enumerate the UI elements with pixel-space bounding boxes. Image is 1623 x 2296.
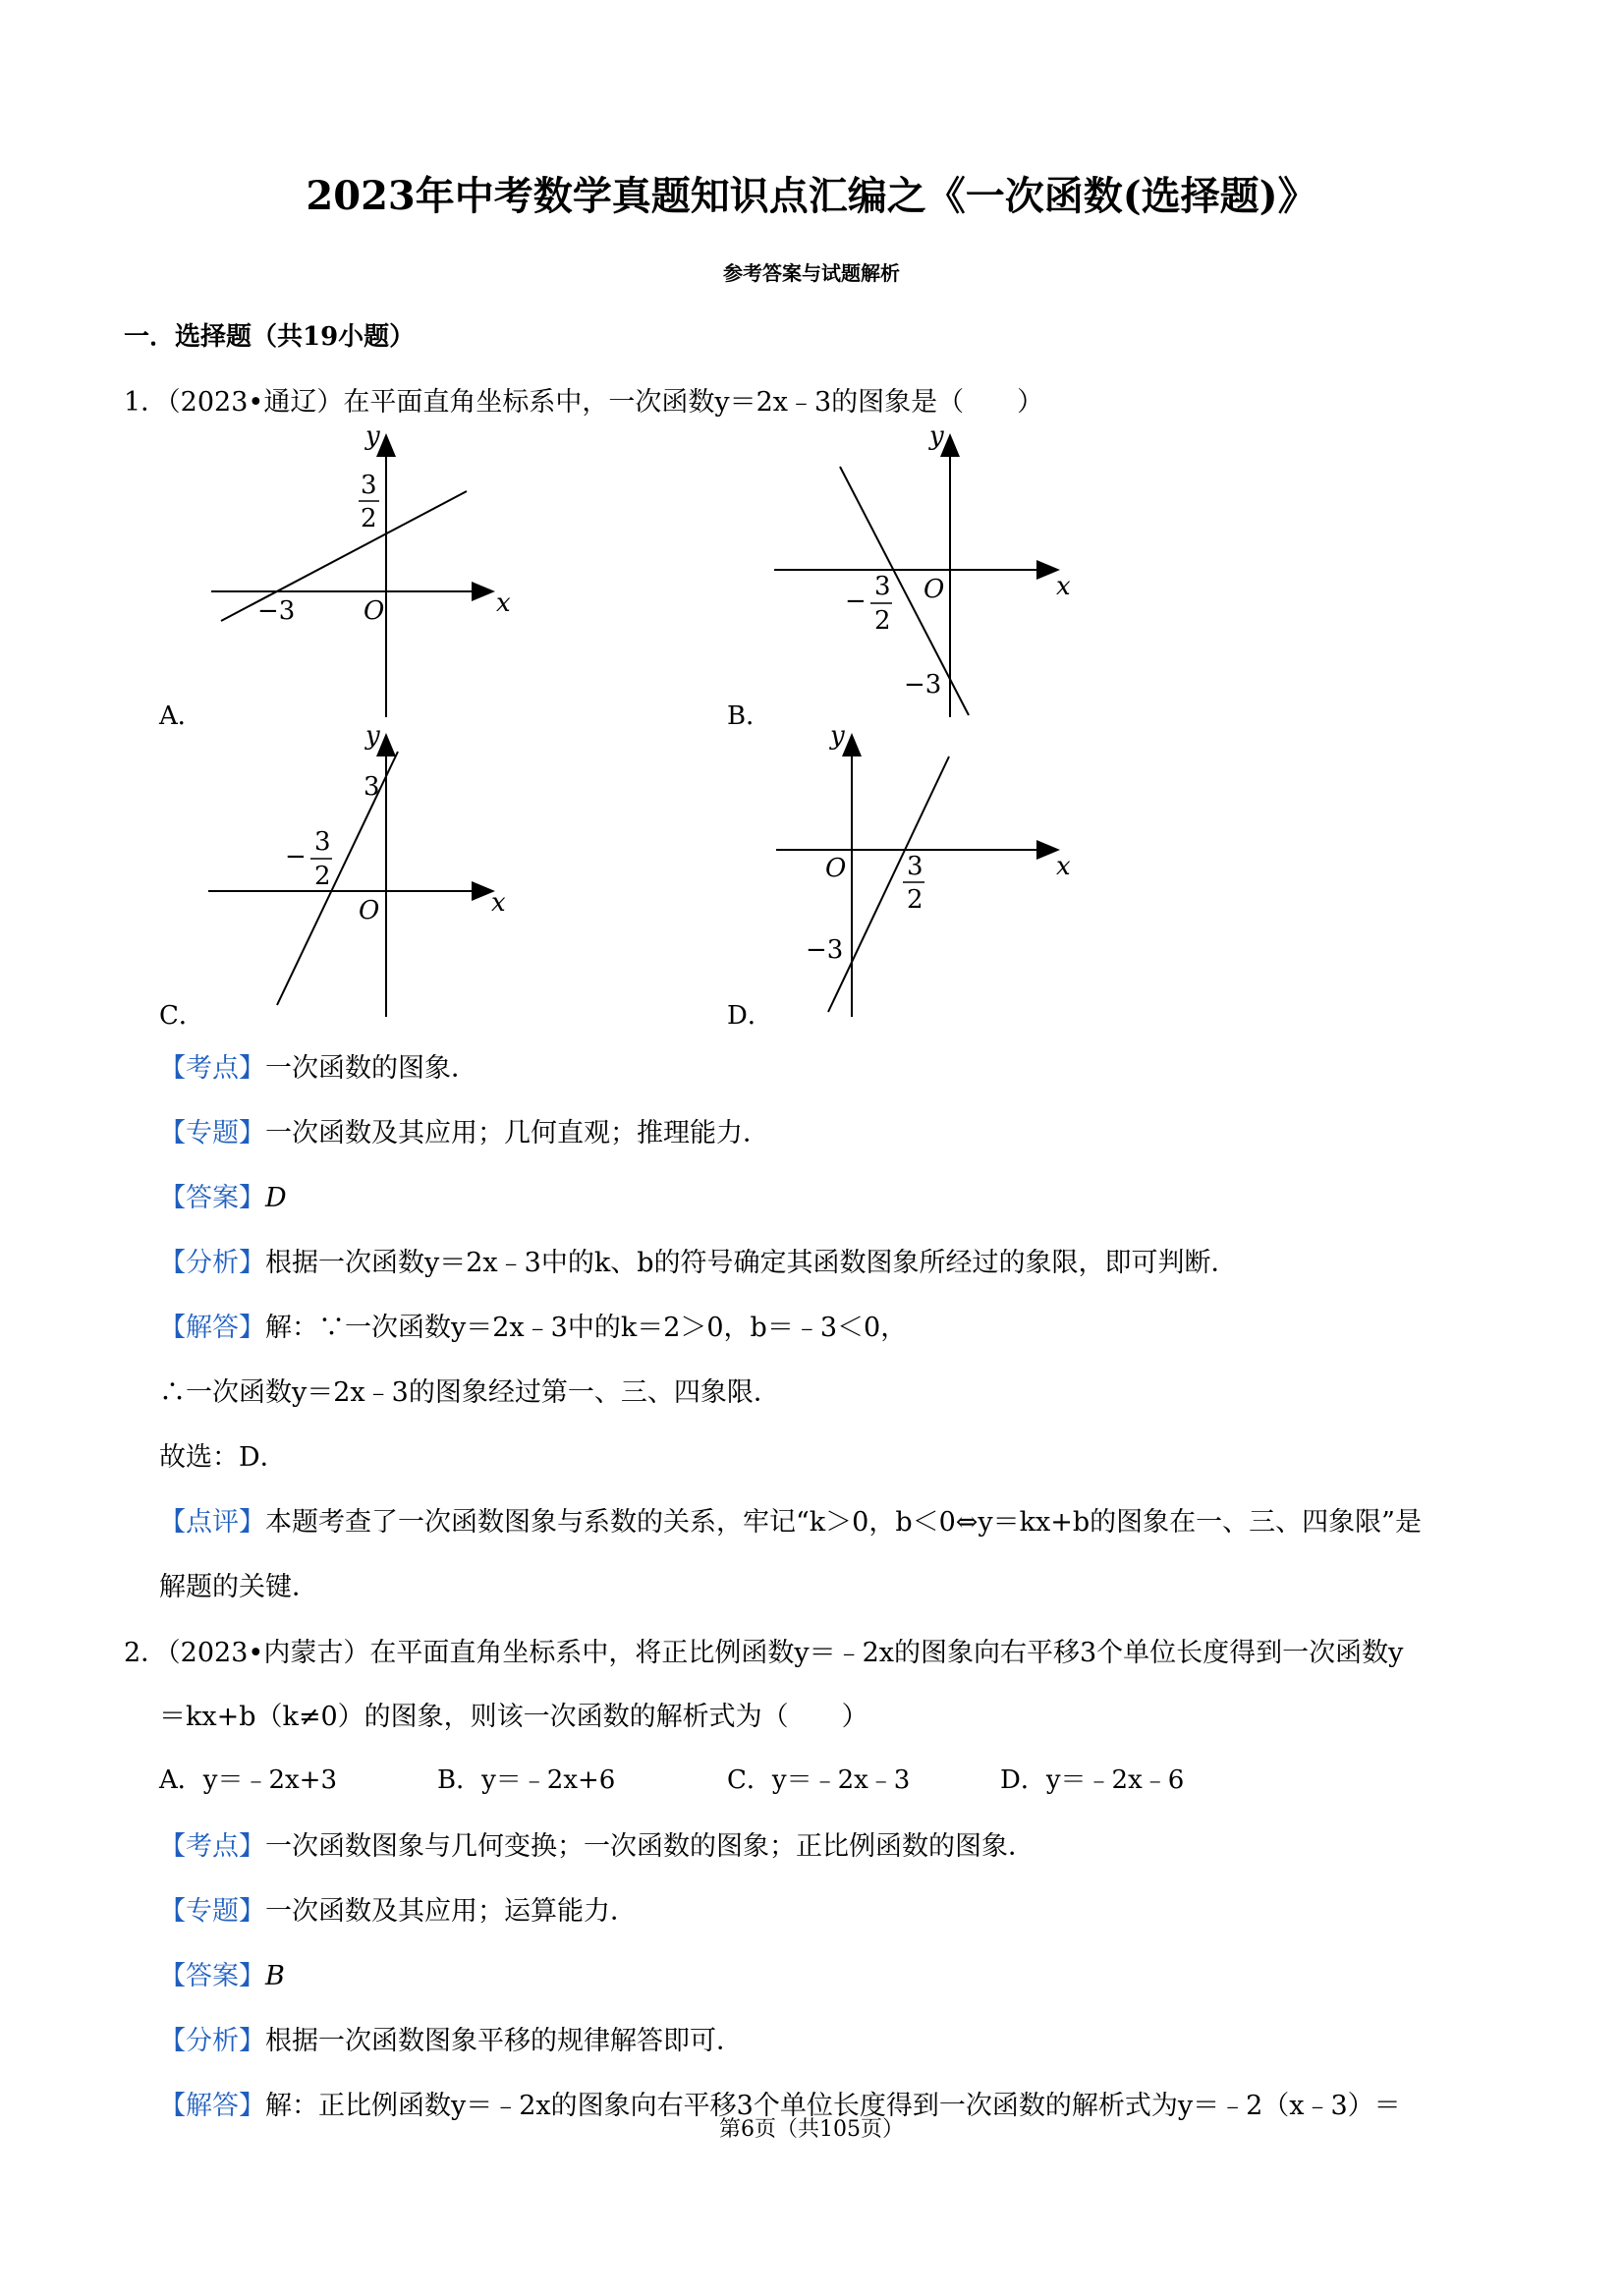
graph-d [766, 722, 1100, 1017]
option-a-label: A． [159, 701, 203, 731]
option-d-label: D． [727, 1001, 773, 1031]
q1-guxuan: 故选：D． [159, 1442, 287, 1473]
y-intercept-label: −3 [904, 670, 942, 700]
graph-b [766, 422, 1100, 717]
frac-numerator: 3 [874, 572, 891, 601]
q1-jieda: 【解答】解：∵一次函数y＝2x﹣3中的k＝2＞0，b＝﹣3＜0， [159, 1313, 908, 1343]
frac-denominator: 2 [361, 504, 377, 533]
y-label: y [365, 422, 380, 451]
origin-label: O [825, 854, 847, 883]
q2-option-a: A．y＝﹣2x+3 [159, 1765, 337, 1795]
section-heading: 一．选择题（共19小题） [124, 322, 416, 352]
q2-fenxi: 【分析】根据一次函数图象平移的规律解答即可． [159, 2026, 743, 2056]
question-1-stem: 1．（2023•通辽）在平面直角坐标系中，一次函数y＝2x﹣3的图象是（ ） [124, 387, 1044, 418]
frac-denominator: 2 [874, 606, 891, 636]
question-2-stem: 2．（2023•内蒙古）在平面直角坐标系中，将正比例函数y＝﹣2x的图象向右平移3个单位长度得到一次函数y [124, 1638, 1404, 1668]
frac-numerator: 3 [907, 852, 923, 881]
q2-jieda: 【解答】解：正比例函数y＝﹣2x的图象向右平移3个单位长度得到一次函数的解析式为y＝﹣2（x﹣3）＝ [159, 2091, 1401, 2121]
q2-option-d: D．y＝﹣2x﹣6 [1000, 1765, 1185, 1795]
page-subtitle: 参考答案与试题解析 [723, 261, 900, 285]
frac-denominator: 2 [907, 885, 923, 915]
frac-numerator: 3 [361, 471, 377, 500]
q2-option-c: C．y＝﹣2x﹣3 [727, 1765, 911, 1795]
frac-denominator: 2 [314, 862, 331, 891]
q1-dianping: 【点评】本题考查了一次函数图象与系数的关系，牢记“k＞0，b＜0⇔y＝kx+b的图象在一、三、四象限”是 [159, 1507, 1422, 1538]
q2-option-b: B．y＝﹣2x+6 [437, 1765, 616, 1795]
graph-line [828, 756, 949, 1012]
graph-c [196, 722, 531, 1017]
y-label: y [929, 422, 944, 451]
graph-line [277, 752, 398, 1005]
page-title: 2023年中考数学真题知识点汇编之《一次函数(选择题)》 [306, 173, 1317, 219]
x-label: x [1056, 572, 1071, 601]
frac-minus: − [285, 842, 307, 871]
q1-jieda-line2: ∴一次函数y＝2x﹣3的图象经过第一、三、四象限． [159, 1377, 780, 1408]
q1-daan: 【答案】D [159, 1183, 287, 1213]
y-label: y [830, 722, 845, 751]
q2-daan: 【答案】B [159, 1961, 285, 1991]
origin-label: O [923, 575, 945, 604]
q1-kaodian: 【考点】一次函数的图象． [159, 1053, 477, 1084]
x-label: x [1056, 852, 1071, 881]
y-intercept-label: −3 [806, 935, 844, 965]
question-2-stem-line2: ＝kx+b（k≠0）的图象，则该一次函数的解析式为（ ） [159, 1702, 868, 1732]
x-label: x [496, 588, 511, 618]
origin-label: O [364, 596, 385, 626]
frac-numerator: 3 [314, 827, 331, 857]
y-intercept-label: 3 [364, 772, 380, 802]
q2-kaodian: 【考点】一次函数图象与几何变换；一次函数的图象；正比例函数的图象． [159, 1831, 1035, 1862]
x-intercept-label: −3 [257, 596, 296, 626]
option-c-label: C． [159, 1001, 204, 1031]
x-label: x [491, 888, 506, 918]
origin-label: O [359, 896, 380, 925]
option-b-label: B． [727, 701, 772, 731]
q1-fenxi: 【分析】根据一次函数y＝2x﹣3中的k、b的符号确定其函数图象所经过的象限，即可判断． [159, 1248, 1238, 1278]
q1-zhuanti: 【专题】一次函数及其应用；几何直观；推理能力． [159, 1118, 769, 1148]
frac-minus: − [845, 587, 867, 616]
q1-dianping-line2: 解题的关键． [159, 1572, 318, 1602]
y-label: y [365, 722, 380, 751]
graph-a [196, 422, 531, 717]
page-footer: 第6页（共105页） [719, 2117, 904, 2142]
q2-zhuanti: 【专题】一次函数及其应用；运算能力． [159, 1896, 637, 1927]
